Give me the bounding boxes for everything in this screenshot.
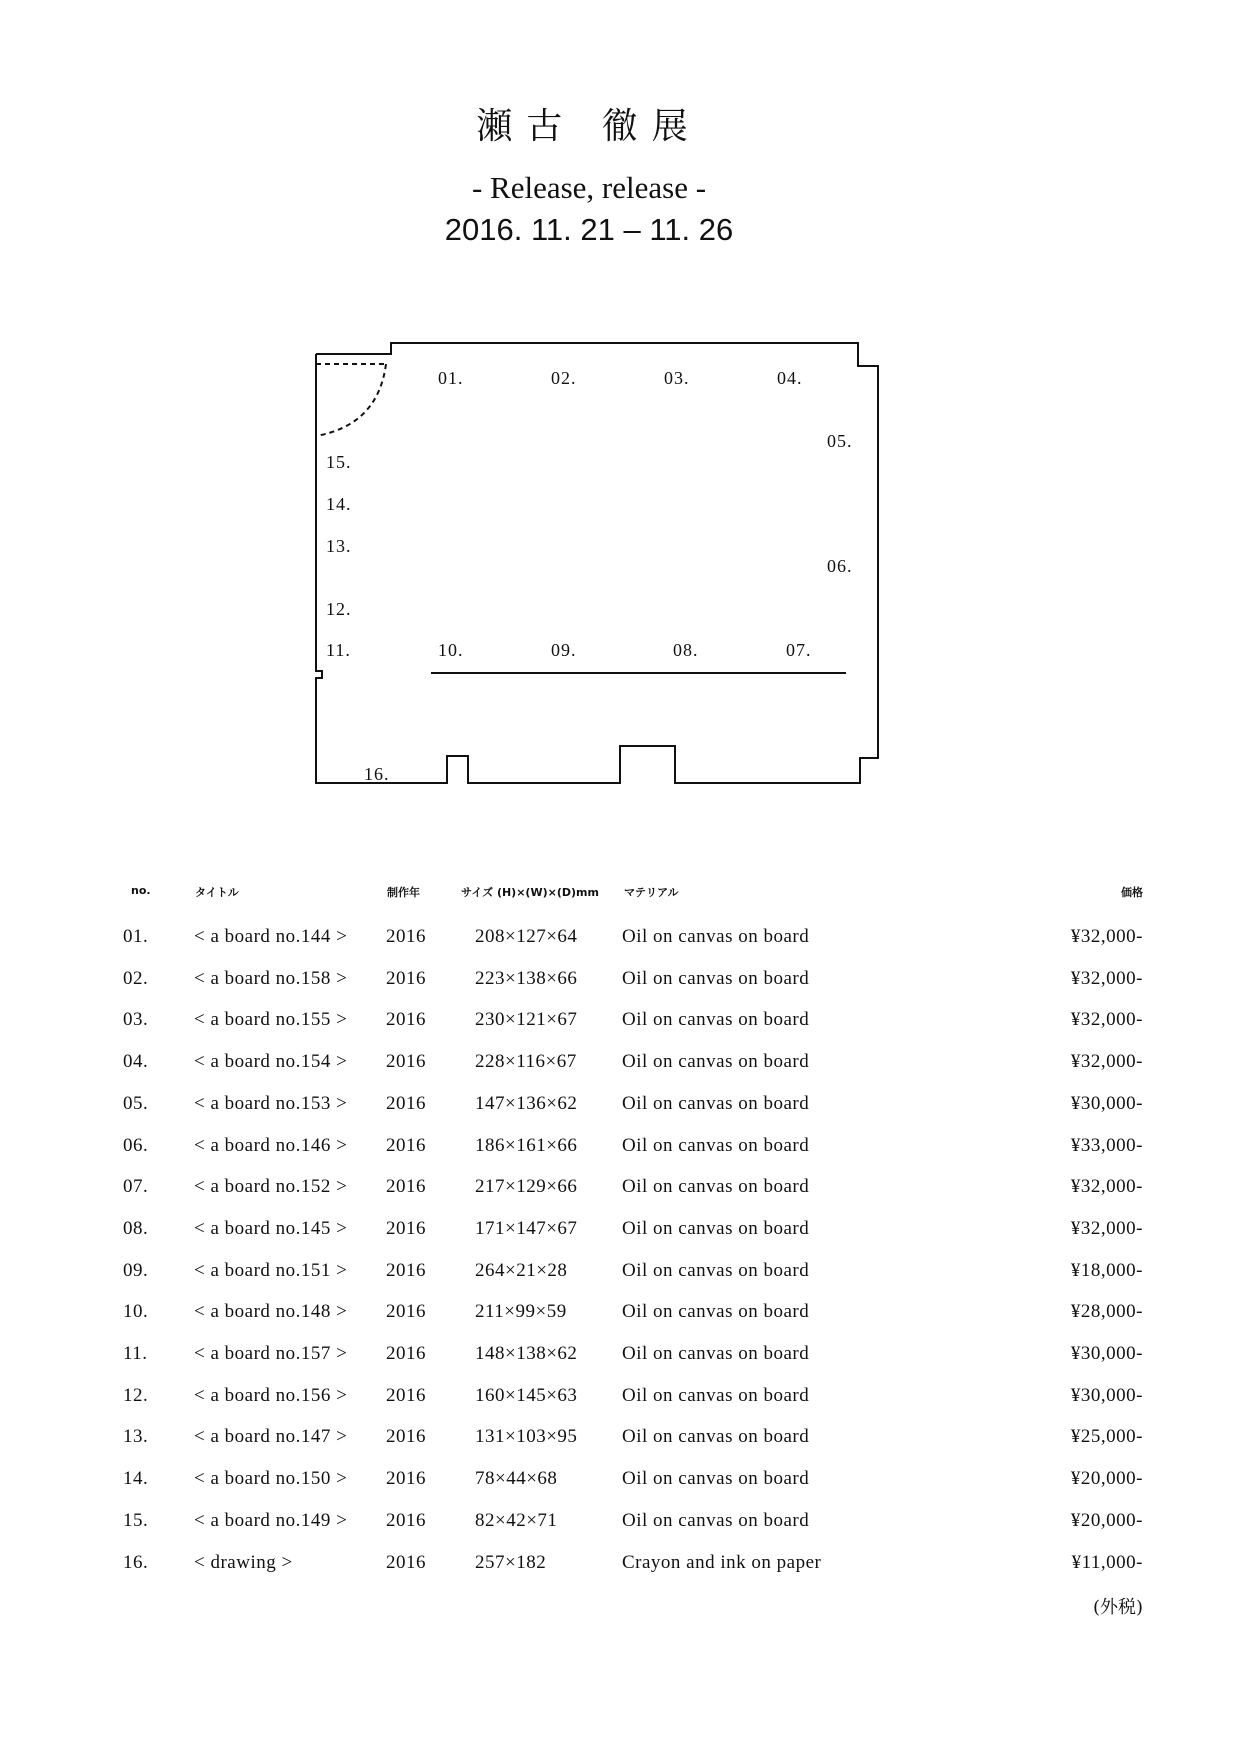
position-label-14: 14. — [326, 494, 352, 514]
row-title: < a board no.154 > — [194, 1051, 348, 1073]
row-size: 223×138×66 — [475, 967, 578, 989]
row-no: 11. — [123, 1343, 148, 1364]
position-label-04: 04. — [777, 368, 803, 388]
row-price: ¥32,000- — [1070, 1217, 1143, 1239]
header-price: 価格 — [1121, 886, 1143, 899]
row-price: ¥25,000- — [1070, 1426, 1143, 1448]
table-row — [0, 1426, 1239, 1456]
position-label-07: 07. — [786, 640, 812, 660]
row-size: 257×182 — [475, 1551, 547, 1573]
header-no: no. — [131, 884, 151, 897]
row-no: 13. — [123, 1426, 149, 1448]
row-material: Oil on canvas on board — [622, 1343, 810, 1364]
row-material: Oil on canvas on board — [622, 1176, 810, 1198]
row-price: ¥30,000- — [1070, 1384, 1143, 1406]
row-no: 16. — [123, 1551, 149, 1573]
row-year: 2016 — [386, 1551, 426, 1573]
row-no: 05. — [123, 1092, 149, 1114]
row-size: 82×42×71 — [475, 1509, 558, 1531]
row-title: < a board no.155 > — [194, 1009, 348, 1031]
row-price: ¥32,000- — [1070, 967, 1143, 989]
row-no: 02. — [123, 967, 149, 989]
row-price: ¥32,000- — [1070, 1051, 1143, 1073]
table-row — [0, 1135, 1239, 1165]
row-material: Oil on canvas on board — [622, 1468, 810, 1490]
row-size: 78×44×68 — [475, 1468, 558, 1490]
table-row — [0, 1176, 1239, 1206]
header-year: 制作年 — [387, 886, 420, 899]
position-label-13: 13. — [326, 536, 352, 556]
header-material: マテリアル — [624, 886, 679, 899]
row-material: Crayon and ink on paper — [622, 1551, 822, 1573]
row-no: 09. — [123, 1259, 149, 1281]
row-material: Oil on canvas on board — [622, 1384, 810, 1406]
position-label-11: 11. — [326, 640, 351, 660]
row-size: 211×99×59 — [475, 1301, 567, 1323]
table-row — [0, 1510, 1239, 1540]
table-row — [0, 1260, 1239, 1290]
row-year: 2016 — [386, 1176, 426, 1198]
table-row — [0, 1051, 1239, 1081]
position-label-09: 09. — [551, 640, 577, 660]
row-material: Oil on canvas on board — [622, 967, 810, 989]
row-size: 147×136×62 — [475, 1092, 578, 1114]
row-price: ¥30,000- — [1070, 1092, 1143, 1114]
row-price: ¥20,000- — [1070, 1509, 1143, 1531]
row-price: ¥11,000- — [1071, 1551, 1143, 1573]
row-no: 07. — [123, 1176, 149, 1198]
row-material: Oil on canvas on board — [622, 1426, 810, 1448]
row-price: ¥30,000- — [1070, 1343, 1143, 1364]
header-title: タイトル — [195, 886, 239, 899]
floor-plan-labels — [326, 368, 853, 784]
row-year: 2016 — [386, 1468, 426, 1490]
row-size: 230×121×67 — [475, 1009, 578, 1031]
position-label-08: 08. — [673, 640, 699, 660]
row-no: 15. — [123, 1509, 149, 1531]
row-title: < a board no.150 > — [194, 1468, 348, 1490]
row-title: < a board no.153 > — [194, 1092, 348, 1114]
row-year: 2016 — [386, 1426, 426, 1448]
table-row — [0, 926, 1239, 956]
row-price: ¥28,000- — [1070, 1301, 1143, 1323]
exhibition-subtitle: - Release, release - — [471, 170, 707, 205]
table-row — [0, 1009, 1239, 1039]
row-price: ¥32,000- — [1070, 926, 1143, 947]
row-no: 12. — [123, 1384, 149, 1406]
row-size: 186×161×66 — [475, 1134, 578, 1156]
position-label-01: 01. — [438, 368, 464, 388]
row-title: < a board no.145 > — [194, 1217, 348, 1239]
position-label-16: 16. — [364, 764, 390, 784]
position-label-12: 12. — [326, 599, 352, 619]
door-swing-arc — [316, 364, 386, 436]
floor-plan-walls — [316, 343, 878, 783]
row-size: 208×127×64 — [475, 926, 578, 947]
row-material: Oil on canvas on board — [622, 926, 810, 947]
floor-plan — [0, 0, 1239, 800]
position-label-10: 10. — [438, 640, 464, 660]
table-row — [0, 1385, 1239, 1415]
row-size: 264×21×28 — [475, 1259, 568, 1281]
row-no: 08. — [123, 1217, 149, 1239]
door — [316, 364, 386, 436]
position-label-15: 15. — [326, 452, 352, 472]
row-year: 2016 — [386, 1259, 426, 1281]
table-row — [0, 1301, 1239, 1331]
row-size: 148×138×62 — [475, 1343, 578, 1364]
table-row — [0, 1093, 1239, 1123]
tax-note: (外税) — [1092, 1597, 1143, 1618]
row-material: Oil on canvas on board — [622, 1134, 810, 1156]
row-title: < a board no.157 > — [194, 1343, 348, 1364]
row-material: Oil on canvas on board — [622, 1051, 810, 1073]
row-material: Oil on canvas on board — [622, 1259, 810, 1281]
row-size: 217×129×66 — [475, 1176, 578, 1198]
row-year: 2016 — [386, 967, 426, 989]
row-year: 2016 — [386, 926, 426, 947]
row-title: < a board no.158 > — [194, 967, 348, 989]
row-price: ¥33,000- — [1070, 1134, 1143, 1156]
table-row — [0, 1218, 1239, 1248]
row-title: < a board no.148 > — [194, 1301, 348, 1323]
position-label-03: 03. — [664, 368, 690, 388]
exhibition-dates: 2016. 11. 21 – 11. 26 — [444, 212, 734, 247]
row-year: 2016 — [386, 1509, 426, 1531]
row-year: 2016 — [386, 1217, 426, 1239]
table-row — [0, 1552, 1239, 1582]
header-size: サイズ (H)×(W)×(D)mm — [461, 886, 599, 899]
row-no: 03. — [123, 1009, 149, 1031]
row-no: 06. — [123, 1134, 149, 1156]
row-price: ¥18,000- — [1070, 1259, 1143, 1281]
row-year: 2016 — [386, 1051, 426, 1073]
row-no: 01. — [123, 926, 149, 947]
row-price: ¥20,000- — [1070, 1468, 1143, 1490]
position-label-02: 02. — [551, 368, 577, 388]
table-row — [0, 1468, 1239, 1498]
outer-wall — [316, 343, 878, 783]
row-size: 171×147×67 — [475, 1217, 578, 1239]
row-no: 04. — [123, 1051, 149, 1073]
row-year: 2016 — [386, 1134, 426, 1156]
exhibition-title: 瀬古 徹展 — [476, 106, 702, 147]
row-material: Oil on canvas on board — [622, 1509, 810, 1531]
row-material: Oil on canvas on board — [622, 1217, 810, 1239]
table-row — [0, 968, 1239, 998]
row-year: 2016 — [386, 1301, 426, 1323]
row-year: 2016 — [386, 1384, 426, 1406]
row-price: ¥32,000- — [1070, 1009, 1143, 1031]
row-title: < a board no.149 > — [194, 1509, 348, 1531]
row-size: 131×103×95 — [475, 1426, 578, 1448]
row-title: < drawing > — [194, 1551, 293, 1573]
row-title: < a board no.146 > — [194, 1134, 348, 1156]
row-title: < a board no.156 > — [194, 1384, 348, 1406]
row-year: 2016 — [386, 1343, 426, 1364]
row-year: 2016 — [386, 1092, 426, 1114]
row-title: < a board no.144 > — [194, 926, 348, 947]
row-material: Oil on canvas on board — [622, 1301, 810, 1323]
position-label-06: 06. — [827, 556, 853, 576]
row-material: Oil on canvas on board — [622, 1092, 810, 1114]
row-year: 2016 — [386, 1009, 426, 1031]
table-row — [0, 1343, 1239, 1373]
row-title: < a board no.152 > — [194, 1176, 348, 1198]
row-material: Oil on canvas on board — [622, 1009, 810, 1031]
row-size: 160×145×63 — [475, 1384, 578, 1406]
position-label-05: 05. — [827, 431, 853, 451]
table-header — [0, 884, 1239, 904]
row-no: 14. — [123, 1468, 149, 1490]
row-no: 10. — [123, 1301, 149, 1323]
row-title: < a board no.151 > — [194, 1259, 348, 1281]
row-title: < a board no.147 > — [194, 1426, 348, 1448]
row-size: 228×116×67 — [475, 1051, 577, 1073]
row-price: ¥32,000- — [1070, 1176, 1143, 1198]
